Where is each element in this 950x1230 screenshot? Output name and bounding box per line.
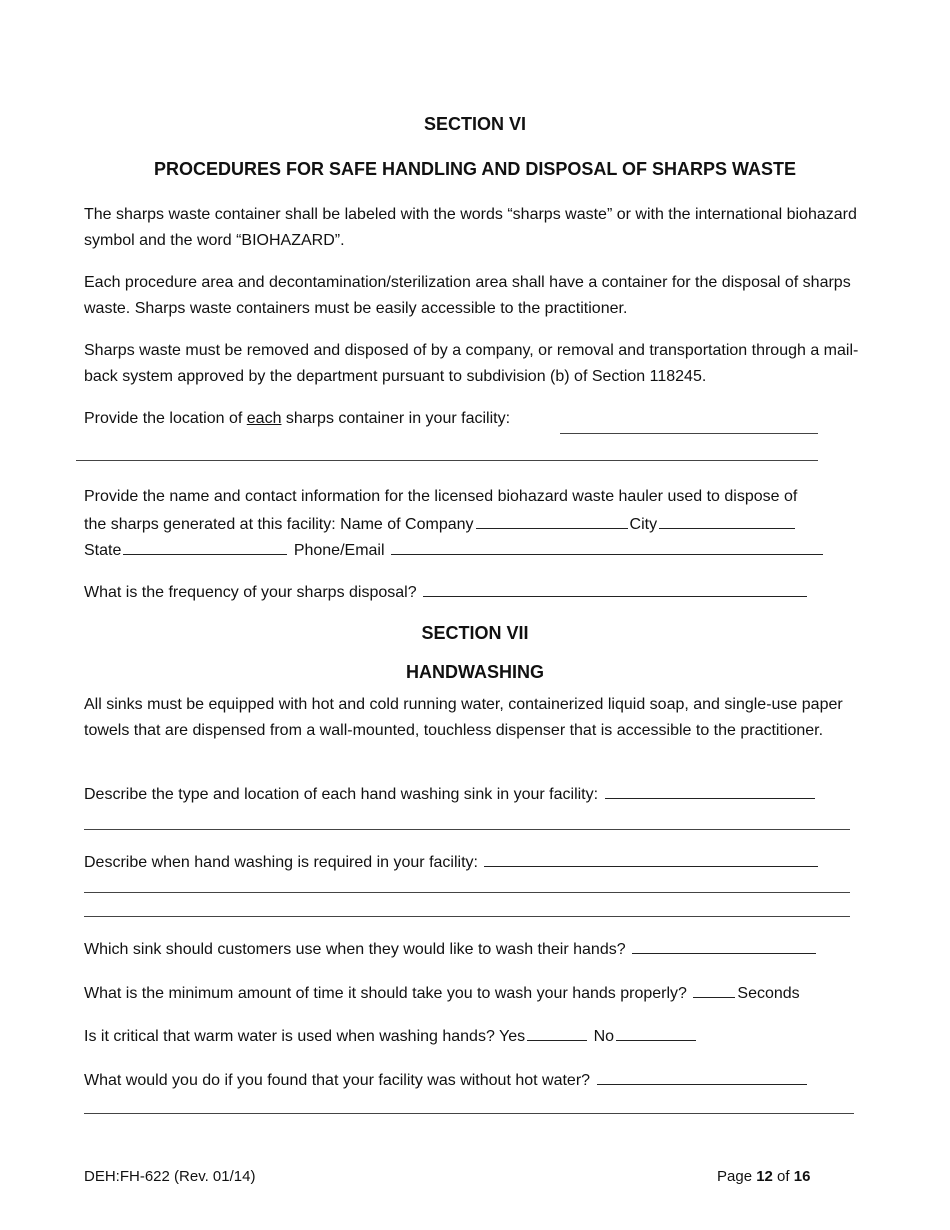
no-hot-water-question [84,1066,809,1094]
min-time-question [84,979,800,1007]
section-vii-heading: SECTION VII [421,623,529,643]
page-word: Page [717,1168,757,1185]
city-label: City [629,516,658,533]
hauler-question-line2 [84,510,797,538]
city-field[interactable] [659,510,795,529]
customer-sink-label: Which sink should customers use when they would like to wash their hands? [84,941,626,958]
no-label: No [593,1028,615,1045]
location-answer-field-line2[interactable] [76,460,818,461]
location-question-post: sharps container in your facility: [281,410,511,427]
location-answer-field[interactable] [560,433,818,434]
when-question [84,848,820,876]
yes-field[interactable] [527,1022,587,1041]
state-field[interactable] [123,536,287,555]
page-number [717,1168,810,1185]
company-label: the sharps generated at this facility: Name of Company [84,516,474,533]
customer-sink-field[interactable] [632,935,816,954]
sharps-label-paragraph: The sharps waste container shall be labeled with the words “sharps waste” or with the international biohazard symbol and the word “BIOHAZARD”. [84,206,857,249]
page-current: 12 [756,1168,773,1185]
location-question-each: each [246,410,282,427]
page-total: 16 [793,1168,811,1185]
form-id: DEH:FH-622 (Rev. 01/14) [84,1168,256,1185]
no-hot-water-field[interactable] [597,1066,807,1085]
hauler-question-line1: Provide the name and contact information for the licensed biohazard waste hauler used to dispose of [84,488,798,505]
sink-type-field[interactable] [605,780,815,799]
yes-label: Yes [499,1028,526,1045]
when-field-line3[interactable] [84,916,850,917]
company-name-field[interactable] [476,510,628,529]
no-field[interactable] [616,1022,696,1041]
sharps-removal-paragraph: Sharps waste must be removed and disposed of by a company, or removal and transportation through a mail-back system approved by the department pursuant to subdivision (b) of Section 118245. [84,342,859,385]
seconds-label: Seconds [737,985,800,1002]
when-label: Describe when hand washing is required in your facility: [84,854,478,871]
frequency-label: What is the frequency of your sharps disposal? [84,584,417,601]
section-vi-heading: SECTION VI [423,114,526,134]
phone-email-field[interactable] [391,536,823,555]
no-hot-water-label: What would you do if you found that your facility was without hot water? [84,1072,591,1089]
sink-type-question [84,780,817,808]
section-vi-title: PROCEDURES FOR SAFE HANDLING AND DISPOSAL OF SHARPS WASTE [153,159,797,179]
state-label: State [84,542,122,559]
when-field-line2[interactable] [84,892,850,893]
location-question [84,406,510,432]
section-vii-title: HANDWASHING [406,662,544,682]
warm-water-question [84,1022,698,1050]
hauler-question-line3 [84,536,825,564]
min-time-field[interactable] [693,979,735,998]
warm-water-label: Is it critical that warm water is used when washing hands? [84,1028,495,1045]
of-word: of [772,1168,794,1185]
frequency-question [84,578,809,606]
location-question-pre: Provide the location of [84,410,247,427]
customer-sink-question [84,935,818,963]
phone-email-label: Phone/Email [293,542,385,559]
sharps-container-paragraph: Each procedure area and decontamination/sterilization area shall have a container for the disposal of sharps waste. Sharps waste containers must be easily accessible to the practitioner. [84,274,851,317]
min-time-label: What is the minimum amount of time it should take you to wash your hands properly? [84,985,687,1002]
frequency-field[interactable] [423,578,807,597]
sink-type-field-line2[interactable] [84,829,850,830]
when-field[interactable] [484,848,818,867]
sink-type-label: Describe the type and location of each hand washing sink in your facility: [84,786,599,803]
no-hot-water-field-line2[interactable] [84,1113,854,1114]
sink-requirements-paragraph: All sinks must be equipped with hot and cold running water, containerized liquid soap, and single-use paper towels that are dispensed from a wall-mounted, touchless dispenser that is accessible to the practitioner. [84,696,843,739]
